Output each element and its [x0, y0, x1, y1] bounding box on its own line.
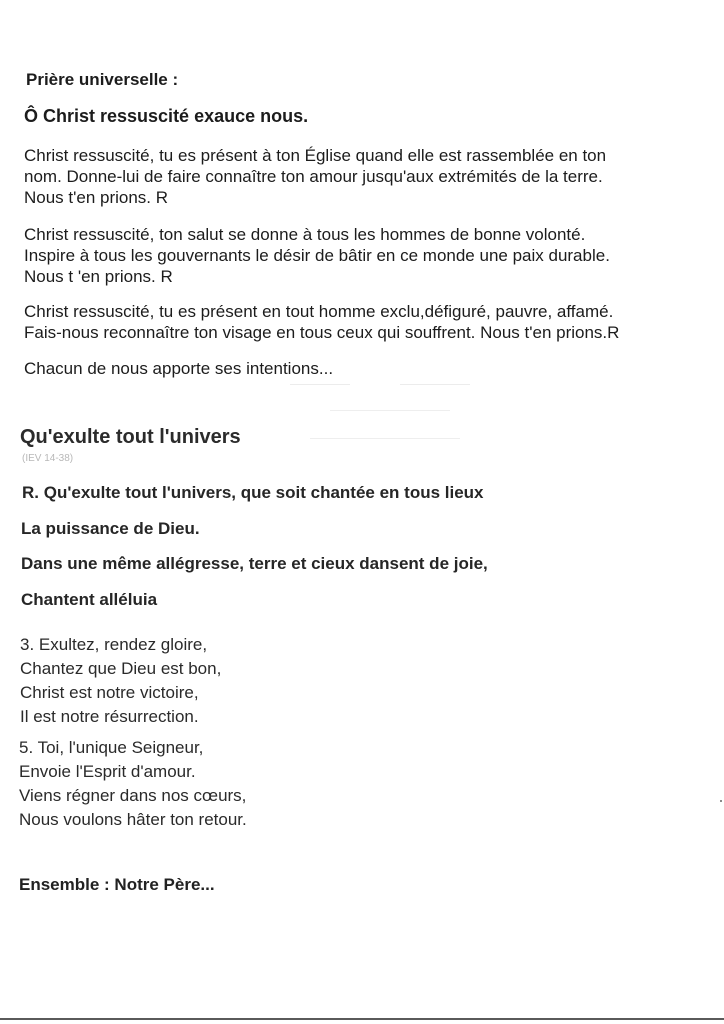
- chant-refrain-line: La puissance de Dieu.: [21, 519, 200, 538]
- intention-2: [24, 224, 610, 287]
- chant-verse-3: [20, 633, 221, 729]
- chant-refrain-line: Chantent alléluia: [21, 590, 158, 609]
- verse-line: Christ est notre victoire,: [20, 683, 199, 702]
- intention-line: Nous t'en prions. R: [24, 188, 169, 207]
- ensemble-line: Ensemble : Notre Père...: [19, 875, 215, 894]
- chant-reference: (IEV 14-38): [22, 453, 74, 464]
- intention-line: Christ ressuscité, tu es présent à ton Église quand elle est rassemblée en ton: [24, 146, 607, 165]
- intention-line: Fais-nous reconnaître ton visage en tous ceux qui souffrent. Nous t'en prions.R: [24, 323, 620, 342]
- priere-closing: Chacun de nous apporte ses intentions...: [24, 359, 334, 378]
- scan-bottom-edge: [0, 1018, 724, 1020]
- intention-line: Nous t 'en prions. R: [24, 267, 173, 286]
- chant-title: Qu'exulte tout l'univers: [20, 426, 241, 448]
- chant-verse-5: [19, 736, 247, 832]
- verse-line: 5. Toi, l'unique Seigneur,: [19, 738, 204, 757]
- chant-refrain-line: Dans une même allégresse, terre et cieux dansent de joie,: [21, 554, 488, 573]
- intention-line: nom. Donne-lui de faire connaître ton amour jusqu'aux extrémités de la terre.: [24, 167, 603, 186]
- intention-line: Christ ressuscité, tu es présent en tout homme exclu,défiguré, pauvre, affamé.: [24, 302, 614, 321]
- intention-line: Christ ressuscité, ton salut se donne à tous les hommes de bonne volonté.: [24, 225, 586, 244]
- scan-ghost-marks: [290, 380, 550, 470]
- verse-line: Chantez que Dieu est bon,: [20, 659, 222, 678]
- verse-line: Nous voulons hâter ton retour.: [19, 810, 247, 829]
- verse-line: Il est notre résurrection.: [20, 707, 199, 726]
- verse-line: Viens régner dans nos cœurs,: [19, 786, 247, 805]
- verse-line: Envoie l'Esprit d'amour.: [19, 762, 196, 781]
- priere-refrain: Ô Christ ressuscité exauce nous.: [24, 106, 309, 126]
- intention-3: [24, 301, 619, 343]
- intention-line: Inspire à tous les gouvernants le désir de bâtir en ce monde une paix durable.: [24, 246, 610, 265]
- priere-heading: Prière universelle :: [26, 70, 179, 89]
- chant-refrain-line: R. Qu'exulte tout l'univers, que soit chantée en tous lieux: [22, 483, 484, 502]
- intention-1: [24, 145, 606, 208]
- scan-speck: [720, 800, 722, 802]
- verse-line: 3. Exultez, rendez gloire,: [20, 635, 208, 654]
